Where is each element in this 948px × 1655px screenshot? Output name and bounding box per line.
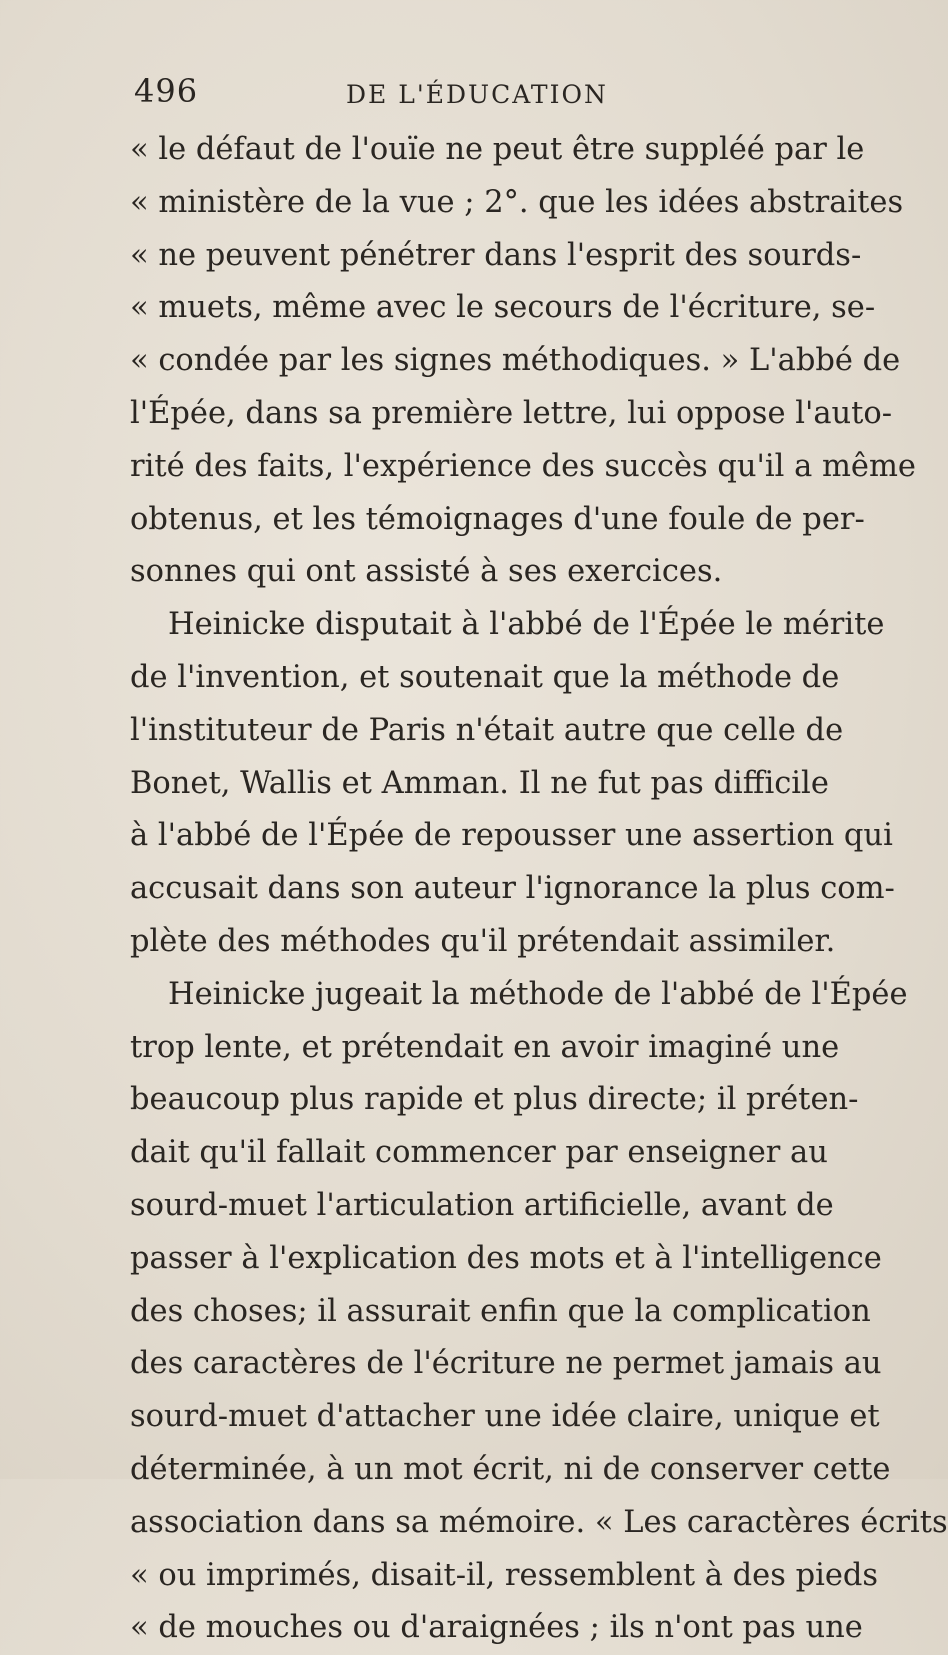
text-line: à l'abbé de l'Épée de repousser une assertion qui	[130, 818, 893, 854]
paragraph-start-line: Heinicke disputait à l'abbé de l'Épée le mérite	[168, 607, 885, 643]
text-line: sourd-muet d'attacher une idée claire, unique et	[130, 1399, 880, 1435]
page-number: 496	[134, 72, 199, 110]
running-head	[134, 72, 774, 112]
text-line: déterminée, à un mot écrit, ni de conserver cette	[130, 1451, 891, 1487]
paragraph-start-line: Heinicke jugeait la méthode de l'abbé de l'Épée	[168, 976, 908, 1012]
text-line: trop lente, et prétendait en avoir imaginé une	[130, 1029, 840, 1065]
text-line: dait qu'il fallait commencer par enseigner au	[130, 1135, 828, 1171]
paragraph-end-line: plète des méthodes qu'il prétendait assimiler.	[130, 923, 836, 959]
text-line: sourd-muet l'articulation artificielle, avant de	[130, 1187, 834, 1223]
body-text	[130, 124, 948, 1655]
text-line: des caractères de l'écriture ne permet jamais au	[130, 1346, 882, 1382]
text-line: beaucoup plus rapide et plus directe; il préten-	[130, 1082, 859, 1118]
text-line: « condée par les signes méthodiques. » L'abbé de	[130, 343, 901, 379]
text-line: de l'invention, et soutenait que la méthode de	[130, 659, 840, 695]
text-line: « muets, même avec le secours de l'écriture, se-	[130, 290, 876, 326]
text-line: rité des faits, l'expérience des succès qu'il a même	[130, 448, 916, 484]
text-line: obtenus, et les témoignages d'une foule de per-	[130, 501, 865, 537]
text-line: l'Épée, dans sa première lettre, lui oppose l'auto-	[130, 395, 893, 431]
text-line: « ou imprimés, disait-il, ressemblent à des pieds	[130, 1557, 879, 1593]
text-line: « le défaut de l'ouïe ne peut être suppléé par le	[130, 132, 865, 167]
text-line: des choses; il assurait enfin que la complication	[130, 1293, 871, 1329]
running-title: DE L'ÉDUCATION	[346, 80, 608, 109]
text-line: « ministère de la vue ; 2°. que les idées abstraites	[130, 184, 904, 220]
text-line: l'instituteur de Paris n'était autre que celle de	[130, 712, 844, 748]
text-line: passer à l'explication des mots et à l'intelligence	[130, 1240, 882, 1276]
paragraph-end-line: sonnes qui ont assisté à ses exercices.	[130, 554, 723, 590]
text-line: association dans sa mémoire. « Les caractères écrits	[130, 1504, 948, 1540]
text-line: « ne peuvent pénétrer dans l'esprit des sourds-	[130, 237, 862, 273]
text-line: « de mouches ou d'araignées ; ils n'ont pas une	[130, 1610, 863, 1646]
text-line: accusait dans son auteur l'ignorance la plus com-	[130, 871, 895, 907]
text-line: Bonet, Wallis et Amman. Il ne fut pas difficile	[130, 765, 829, 801]
